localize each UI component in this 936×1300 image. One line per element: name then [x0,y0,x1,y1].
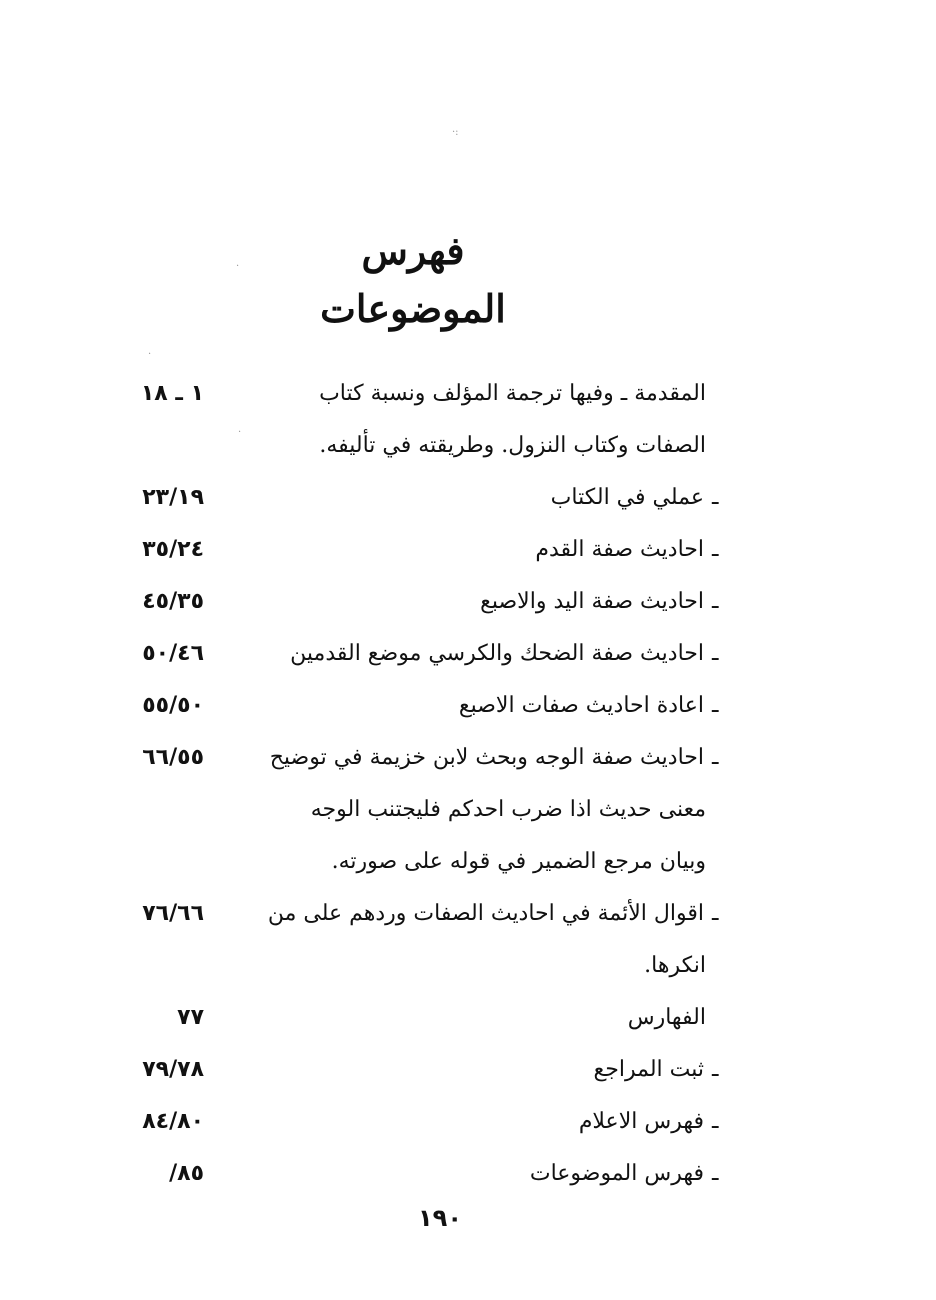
entry-title-line: اقوال الأئمة في احاديث الصفات وردهم على من [267,901,704,926]
entry-title-line: الفهارس [627,1005,706,1030]
entry-title-line: معنى حديث اذا ضرب احدكم فليجتنب الوجه [310,797,706,822]
entry-title-line: وبيان مرجع الضمير في قوله على صورته. [331,849,706,874]
toc-entry [0,1096,936,1148]
entry-page-range: ٦٦/٥٥ [142,745,204,770]
toc-entry [0,524,936,576]
entry-page-range: ٤٥/٣٥ [142,589,204,614]
page-number: ١٩٠ [418,1204,462,1232]
page-title: فهرس الموضوعات [320,228,506,331]
toc-entry [0,368,936,472]
entry-title-line: ثبت المراجع [593,1057,704,1082]
entry-page-range: ٨٤/٨٠ [142,1109,204,1134]
entry-title-line: فهرس الاعلام [578,1109,704,1134]
entry-title-line: احاديث صفة القدم [535,537,704,562]
toc-entry [0,472,936,524]
toc-entry [0,1148,936,1200]
entry-dash: ـ [712,1057,719,1082]
entry-dash: ـ [712,485,719,510]
entry-title-line: احاديث صفة الوجه وبحث لابن خزيمة في توضيح [269,745,704,770]
entry-title-line: الصفات وكتاب النزول. وطريقته في تأليفه. [319,433,706,458]
entry-title-line: احاديث صفة الضحك والكرسي موضع القدمين [290,641,704,666]
scan-speck: · [148,349,152,360]
entry-dash: ـ [712,589,719,614]
entry-title-line: عملي في الكتاب [550,485,704,510]
entry-dash: ـ [712,745,719,770]
toc-entry [0,576,936,628]
entry-page-range: ٧٩/٧٨ [142,1057,204,1082]
entry-title-line: المقدمة ـ وفيها ترجمة المؤلف ونسبة كتاب [319,381,706,406]
entry-page-range: ١ ـ ١٨ [140,381,204,406]
scan-speck: · [236,261,240,272]
toc-entry [0,888,936,992]
toc-entry [0,1044,936,1096]
toc-entry [0,992,936,1044]
entry-dash: ـ [712,693,719,718]
entry-page-range: ٣٥/٢٤ [142,537,204,562]
entry-dash: ـ [712,901,719,926]
entry-dash: ـ [712,1161,719,1186]
entry-dash: ـ [712,641,719,666]
toc-entry [0,628,936,680]
entry-title-line: فهرس الموضوعات [529,1161,704,1186]
entry-page-range: /٨٥ [169,1161,204,1186]
entry-page-range: ٧٦/٦٦ [142,901,204,926]
entry-page-range: ٧٧ [177,1005,204,1030]
entry-title-line: انكرها. [644,953,706,978]
scan-speck: · [238,427,242,438]
entry-page-range: ٥٠/٤٦ [142,641,204,666]
toc-entry [0,680,936,732]
toc-entry [0,732,936,888]
entry-title-line: احاديث صفة اليد والاصبع [480,589,704,614]
entry-dash: ـ [712,537,719,562]
entry-title-line: اعادة احاديث صفات الاصبع [458,693,704,718]
entry-dash: ـ [712,1109,719,1134]
scan-speck: ·: [452,127,459,138]
entry-page-range: ٥٥/٥٠ [142,693,204,718]
entry-page-range: ٢٣/١٩ [142,485,204,510]
